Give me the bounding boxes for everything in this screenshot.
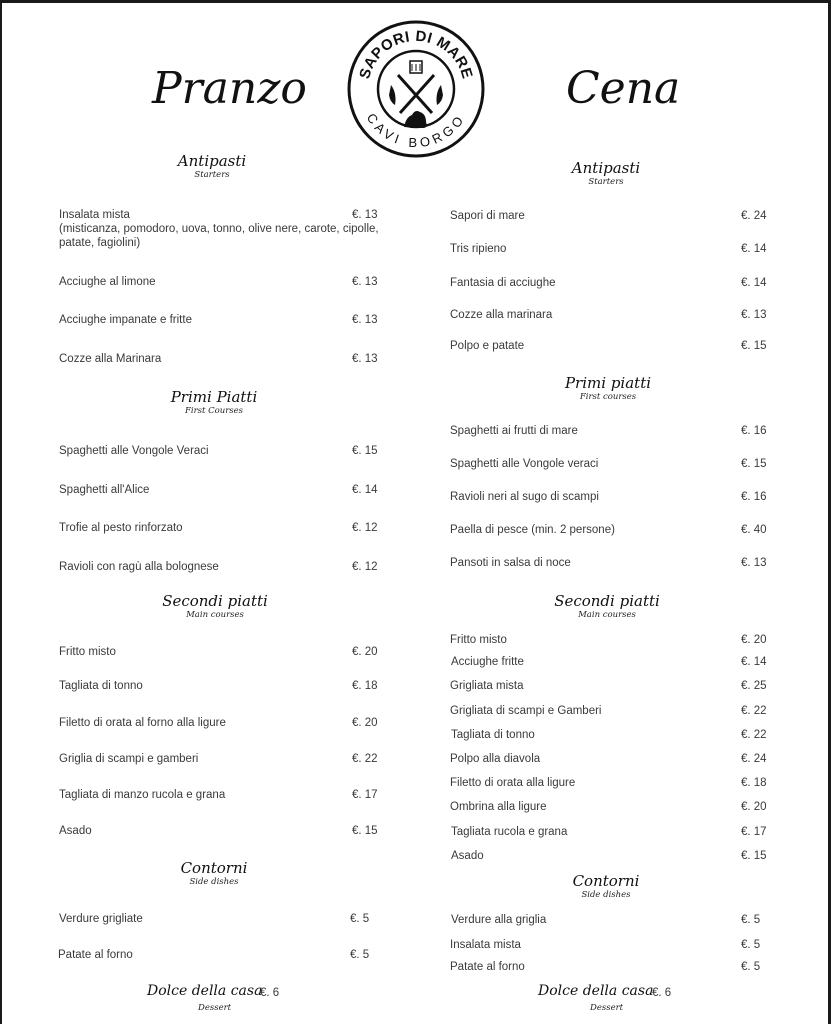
dinner-title: Cena bbox=[566, 63, 681, 114]
menu-item-price: €. 12 bbox=[352, 522, 378, 534]
menu-item-price: €. 15 bbox=[741, 458, 767, 470]
menu-item: Spaghetti alle Vongole Veraci bbox=[59, 445, 209, 457]
menu-item-price: €. 20 bbox=[352, 717, 378, 729]
menu-item-price: €. 5 bbox=[350, 913, 370, 925]
menu-item: Grigliata mista bbox=[450, 680, 524, 692]
menu-item: Griglia di scampi e gamberi bbox=[59, 753, 199, 765]
dinner-dessert-sub: Dessert bbox=[590, 1003, 624, 1013]
menu-page bbox=[2, 3, 828, 1024]
menu-item-price: €. 18 bbox=[741, 777, 767, 789]
menu-item: Sapori di mare bbox=[450, 210, 525, 222]
lunch-dessert-sub: Dessert bbox=[198, 1003, 232, 1013]
menu-item-price: €. 24 bbox=[741, 753, 767, 765]
menu-item-price: €. 14 bbox=[352, 484, 378, 496]
menu-item-price: €. 13 bbox=[352, 276, 378, 288]
menu-item: Grigliata di scampi e Gamberi bbox=[450, 705, 602, 717]
menu-item: Insalata mista bbox=[59, 209, 130, 221]
menu-item-price: €. 20 bbox=[741, 801, 767, 813]
dinner-section-primi: Primi piatti First courses bbox=[564, 374, 652, 402]
menu-item: Patate al forno bbox=[450, 961, 525, 973]
menu-item: Asado bbox=[59, 825, 92, 837]
menu-item-price: €. 17 bbox=[741, 826, 767, 838]
menu-item: Asado bbox=[451, 850, 484, 862]
menu-item: Trofie al pesto rinforzato bbox=[59, 522, 183, 534]
menu-item: Spaghetti ai frutti di mare bbox=[450, 425, 578, 437]
lunch-section-secondi: Secondi piatti Main courses bbox=[162, 592, 268, 620]
menu-item-price: €. 20 bbox=[352, 646, 378, 658]
menu-item-price: €. 13 bbox=[741, 309, 767, 321]
menu-item-price: €. 25 bbox=[741, 680, 767, 692]
menu-item-price: €. 16 bbox=[741, 491, 767, 503]
menu-item-price: €. 16 bbox=[741, 425, 767, 437]
menu-item: Insalata mista bbox=[450, 939, 521, 951]
dinner-dessert: Dolce della casa bbox=[538, 983, 654, 999]
restaurant-logo-icon bbox=[346, 19, 486, 159]
menu-item-price: €. 5 bbox=[350, 949, 370, 961]
svg-text:CAVI BORGO: CAVI BORGO bbox=[363, 110, 469, 151]
menu-item-price: €. 14 bbox=[741, 243, 767, 255]
dinner-dessert-price: €. 6 bbox=[652, 987, 672, 999]
menu-item: Ravioli neri al sugo di scampi bbox=[450, 491, 599, 503]
dinner-section-contorni: Contorni Side dishes bbox=[572, 872, 640, 900]
menu-item: Spaghetti all'Alice bbox=[59, 484, 150, 496]
lunch-section-antipasti: Antipasti Starters bbox=[177, 152, 247, 180]
menu-item: Tagliata di manzo rucola e grana bbox=[59, 789, 226, 801]
menu-item: Tris ripieno bbox=[450, 243, 507, 255]
dinner-section-antipasti: Antipasti Starters bbox=[571, 159, 641, 187]
menu-item: Fritto misto bbox=[450, 634, 507, 646]
menu-item: Polpo alla diavola bbox=[450, 753, 541, 765]
menu-item-price: €. 14 bbox=[741, 656, 767, 668]
menu-item: Verdure grigliate bbox=[59, 913, 143, 925]
menu-item-price: €. 5 bbox=[741, 939, 761, 951]
menu-item: Verdure alla griglia bbox=[451, 914, 547, 926]
menu-item: Pansoti in salsa di noce bbox=[450, 557, 571, 569]
menu-item-description: (misticanza, pomodoro, uova, tonno, olive nere, carote, cipolle, patate, fagiolini) bbox=[59, 223, 379, 249]
menu-item-price: €. 15 bbox=[352, 825, 378, 837]
menu-item-price: €. 17 bbox=[352, 789, 378, 801]
menu-item-price: €. 15 bbox=[352, 445, 378, 457]
menu-item: Filetto di orata alla ligure bbox=[450, 777, 576, 789]
menu-item: Tagliata di tonno bbox=[59, 680, 143, 692]
menu-item: Tagliata rucola e grana bbox=[451, 826, 568, 838]
lunch-section-contorni: Contorni Side dishes bbox=[180, 859, 248, 887]
menu-item: Paella di pesce (min. 2 persone) bbox=[450, 524, 615, 536]
menu-item: Acciughe al limone bbox=[59, 276, 156, 288]
menu-item-price: €. 22 bbox=[741, 705, 767, 717]
menu-item-price: €. 5 bbox=[741, 961, 761, 973]
lunch-dessert-price: €. 6 bbox=[260, 987, 280, 999]
menu-item-price: €. 13 bbox=[352, 314, 378, 326]
lunch-title: Pranzo bbox=[152, 63, 307, 114]
menu-item: Cozze alla Marinara bbox=[59, 353, 162, 365]
menu-item-price: €. 12 bbox=[352, 561, 378, 573]
menu-item-price: €. 18 bbox=[352, 680, 378, 692]
menu-item-price: €. 13 bbox=[352, 209, 378, 221]
menu-item: Polpo e patate bbox=[450, 340, 525, 352]
menu-item: Fritto misto bbox=[59, 646, 116, 658]
menu-item-price: €. 20 bbox=[741, 634, 767, 646]
menu-item-price: €. 24 bbox=[741, 210, 767, 222]
menu-item: Filetto di orata al forno alla ligure bbox=[59, 717, 226, 729]
menu-item-price: €. 13 bbox=[352, 353, 378, 365]
menu-item-price: €. 14 bbox=[741, 277, 767, 289]
svg-text:SAPORI DI MARE: SAPORI DI MARE bbox=[356, 27, 476, 81]
menu-item-price: €. 13 bbox=[741, 557, 767, 569]
menu-item-price: €. 22 bbox=[741, 729, 767, 741]
menu-item-price: €. 5 bbox=[741, 914, 761, 926]
lunch-section-primi: Primi Piatti First Courses bbox=[170, 388, 258, 416]
menu-item-price: €. 15 bbox=[741, 850, 767, 862]
menu-item: Spaghetti alle Vongole veraci bbox=[450, 458, 599, 470]
menu-item: Cozze alla marinara bbox=[450, 309, 553, 321]
menu-item: Patate al forno bbox=[58, 949, 133, 961]
menu-item: Fantasia di acciughe bbox=[450, 277, 556, 289]
lunch-dessert: Dolce della casa bbox=[147, 983, 263, 999]
menu-item: Acciughe impanate e fritte bbox=[59, 314, 192, 326]
menu-item-price: €. 15 bbox=[741, 340, 767, 352]
menu-item: Acciughe fritte bbox=[451, 656, 524, 668]
menu-item: Ombrina alla ligure bbox=[450, 801, 547, 813]
menu-item: Ravioli con ragù alla bolognese bbox=[59, 561, 219, 573]
menu-item-price: €. 22 bbox=[352, 753, 378, 765]
menu-item-price: €. 40 bbox=[741, 524, 767, 536]
menu-item: Tagliata di tonno bbox=[451, 729, 535, 741]
dinner-section-secondi: Secondi piatti Main courses bbox=[554, 592, 660, 620]
